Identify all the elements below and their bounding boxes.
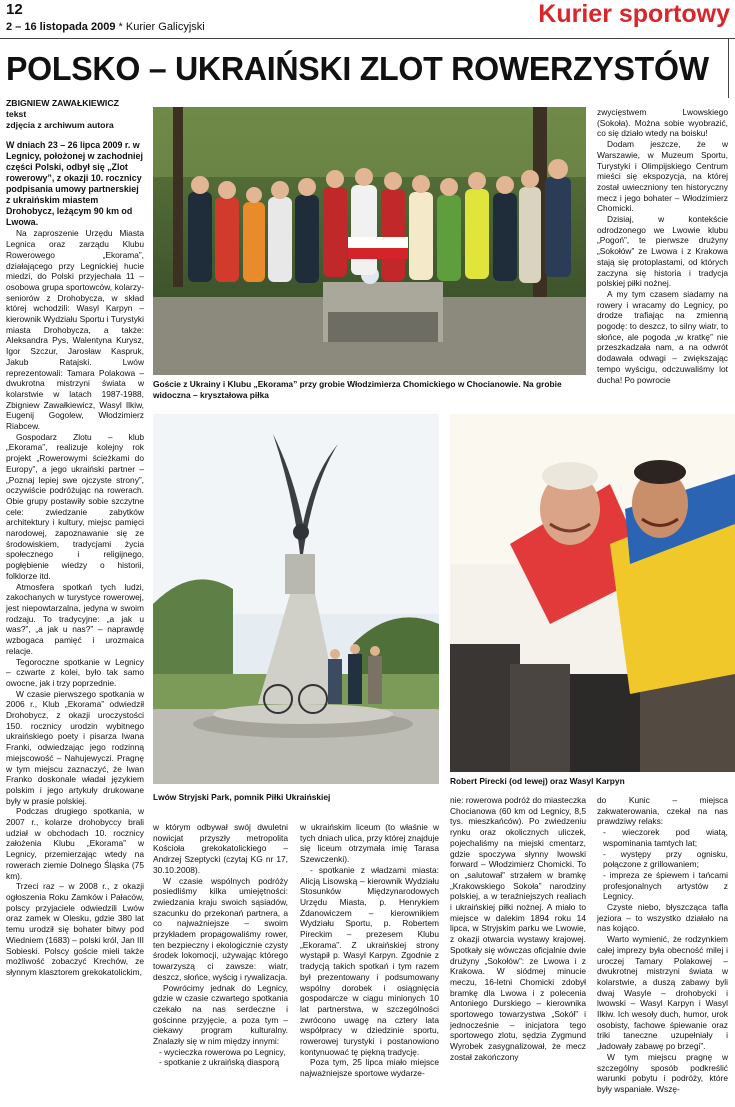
paragraph: Gospodarz Zlotu – klub „Ekorama”, realizuje kolejny rok projekt „Rowerowymi ścieżkami do Europy”, a jego ukraiński partner – „Poznaj lepiej swe ojczyste strony”, oczywiście podróżując na rowerach. Obie grupy postawiły sobie szczytne cele: zwiedzanie zabytków architektury i kultury, miejsc pamięci narodowej, zapoznawanie się ze środowiskiem, tradycjami życia społecznego i religijnego, pogłębienie wiedzy o historii, folklorze itd. <box>6 431 144 581</box>
list-item: - wieczorek pod wiatą, wspominania tamtych lat; <box>603 827 728 848</box>
paragraph: Na zaproszenie Urzędu Miasta Legnica oraz zarządu Klubu Rowerowego „Ekorama”, działającego przy Legnickiej hucie miedzi, do Polski przyjechała 11 – osobowa grupa sportowców, kolarzy-seniorów z Drohobycza, w skład której wchodzili: Wasyl Karpyn – kierownik Wydziału Sportu i Turystyki miasta Drohobycza, a także: Aleksandra Pys, Walentyna Kurysz, Igor Szczur, Jarosław Kaspruk, Jakub Ratajski. Lwów reprezentowali: Tamara Polakowa – dwukrotna mistrzyni świata w kolarstwie w latach 1987-1988, Zbigniew Zawałkiewicz, Wasyl Ilkiw, Eugenij Gogolew, Włodzimierz Riabcew. <box>6 228 144 432</box>
article-column-5-top <box>597 107 728 407</box>
paragraph: - spotkanie z władzami miasta: Alicją Lisowską – kierownik Wydziału Stosunków Międzynarodowych Urzędu Miasta, p. Henrykiem Żdanowiczem – kierownikiem Wydziału Sportu, p. Robertem Pireckim – prezesem Klubu „Ekorama”. Z ukraińskiej strony wystąpił p. Wasyl Karpyn. Zgodnie z tradycją takich spotkań i tym razem był prezentowany i podsumowany wspólny dorobek i osiągnięcia gospodarcze w ciągu minionych 10 lat partnerstwa, w szczególności zwrócono uwagę na cztery lata współpracy w dziedzinie sportu, rowerowej turystyki i postanowiono kontynuować tę piękną tradycję. <box>300 864 439 1057</box>
author-name: ZBIGNIEW ZAWAŁKIEWICZ <box>6 98 119 108</box>
article-column-3 <box>300 822 439 1105</box>
list-item: - wycieczka rowerowa po Legnicy, <box>159 1046 286 1057</box>
article-column-4 <box>450 795 586 1105</box>
issue-separator: * <box>118 21 123 33</box>
portrait-photo <box>450 414 735 772</box>
issue-date: 2 – 16 listopada 2009 <box>6 21 116 33</box>
monument-photo <box>153 414 439 784</box>
article-column-1 <box>6 98 144 1103</box>
article-headline: POLSKO – UKRAIŃSKI ZLOT ROWERZYSTÓW <box>6 51 709 88</box>
paragraph: w ukraińskim liceum (to właśnie w tych dniach ulica, przy której znajduje się liceum otrzymała imię Tarasa Szewczenki). <box>300 822 439 865</box>
section-title: Kurier sportowy <box>538 0 730 28</box>
publication-name: Kurier Galicyjski <box>125 21 205 33</box>
paragraph: do Kunic – miejsca zakwaterowania, czekał na nas prawdziwy relaks: <box>597 795 728 827</box>
paragraph: nie: rowerowa podróż do miasteczka Chocianowa (60 km od Legnicy, 8,5 tys. mieszkańców). Po zwiedzeniu rynku oraz okolicznych uliczek, pojechaliśmy na miejski cmentarz, gdzie spoczywa słynny lwowski forward – Włodzimierz Chomicki. To on „salutował” strzałem w bramkę „Krakowskiego Sokoła” narodziny polskiej, a w teraźniejszych realiach i ukraińskiej piłki nożnej. A miało to miejsce w dalekim 1894 roku 14 lipca, w Stryjskim parku we Lwowie, z okazji otwarcia wystawy krajowej. Spotkały się wówczas oficjalnie dwie drużyny „Sokołów”: ze Lwowa i z Krakowa. W siódmej minucie meczu, 16-letni Chomicki zdobył bramkę dla Lwowa i z polecenia Antoniego Durskiego – kierownika sportowego towarzystwa „Sokół” i jednocześnie – inicjatora tego sportowego zlotu, sędzia Zygmund Wyrobek zasygnalizował, że mecz został zakończony <box>450 795 586 1062</box>
monument-photo-caption: Lwów Stryjski Park, pomnik Piłki Ukraińskiej <box>153 792 331 802</box>
paragraph: W czasie pierwszego spotkania w 2006 r., Klub „Ekorama” odwiedził Drohobycz, z okazji uroczystości 150. rocznicy urodzin wybitnego ukraińskiego poety i pisarza Iwana Franki, odwiedzając jego rodzinną miejscowość – Nahujewyczi. Pragnę w tym miejscu zaznaczyć, że Iwan Franko doskonale władał językiem polskim i jego artykuły drukowane były w prasie polskiej. <box>6 688 144 806</box>
group-photo-caption: Goście z Ukrainy i Klubu „Ekorama” przy grobie Włodzimierza Chomickiego w Chocianowie. Na grobie widoczna – kryształowa piłka <box>153 379 562 400</box>
group-photo-image <box>153 107 586 375</box>
paragraph: Dodam jeszcze, że w Warszawie, w Muzeum Sportu, Turystyki i Olimpijskiego Centrum mieści się ekspozycja, na której został uwieczniony ten historyczny mecz i jego bohater – Włodzimierz Chomicki. <box>597 139 728 214</box>
list-item: - impreza ze śpiewem i tańcami profesjonalnych artystów z Legnicy. <box>603 869 728 902</box>
paragraph: w którym odbywał swój dwuletni nowicjat przyszły metropolita Kościoła grekokatolickiego – Andrzej Szeptycki (czytaj KG nr 17, 30.10.2008). <box>153 822 288 875</box>
header-divider <box>0 38 735 39</box>
paragraph: Tegoroczne spotkanie w Legnicy – czwarte z kolei, było tak samo owocne, jak i trzy poprzednie. <box>6 656 144 688</box>
paragraph: A my tym czasem siadamy na rowery i wracamy do Legnicy, po drodze trafiając na zmienną pogodę: to deszcz, to silny wiatr, to słońce, ale pogoda „w kratkę” nie przeszkadzała nam, a na odwrót dodawała odwagi – zwiększając tempo wyścigu, odczuwaliśmy lot ducha! Po powrocie <box>597 288 728 385</box>
photo-credit: zdjęcia z archiwum autora <box>6 119 114 130</box>
list-item: - występy przy ognisku, połączone z grillowaniem; <box>603 848 728 870</box>
paragraph: Czyste niebo, błyszcząca tafla jeziora – to wszystko działało na nas kojąco. <box>597 902 728 934</box>
article-column-2 <box>153 822 288 1105</box>
paragraph: Warto wymienić, że rodzynkiem całej imprezy była obecność milej i uroczej Tamary Polakowej – dwukrotnej mistrzyni świata w kolarstwie, a duszą zabawy byli dwaj Wasyle – drohobycki i lwowski – Wasyl Karpyn i Wasyl Ilkiw. Ich wesoły duch, humor, urok osobisty, fachowe śpiewanie oraz triki taneczne uzupełniały i „ładowały zabawę po brzegi”. <box>597 934 728 1052</box>
paragraph: Powrócimy jednak do Legnicy, gdzie w czasie czwartego spotkania czekało na nas serdeczne i gościnne przyjęcie, a poza tym – ciekawy program kulturalny. Znalazły się w nim między innymi: <box>153 982 288 1047</box>
paragraph: zwycięstwem Lwowskiego (Sokoła). Można sobie wyobrazić, co się działo wtedy na boisku! <box>597 107 728 139</box>
issue-line <box>6 21 205 33</box>
author-role: tekst <box>6 108 27 119</box>
paragraph: Trzeci raz – w 2008 r., z okazji ogłoszenia Roku Zamków i Pałaców, polscy przyjaciele odwiedzili Lwów oraz zamek w Olesku, gdzie 380 lat temu urodził się bohater bitwy pod Wiedniem (1683) – polski król, Jan III Sobieski. Polscy goście mieli także możliwość zobaczyć Krechów, ze słynnym klasztorem grekokatolickim, <box>6 881 144 977</box>
article-lead: W dniach 23 – 26 lipca 2009 r. w Legnicy, położonej w zachodniej części Polski, odbył się „Zlot rowerowy”, z okazji 10. rocznicy podpisania umowy partnerskiej z ukraińskim miastem Drohobycz, leżącym 90 km od Lwowa. <box>6 140 143 228</box>
paragraph: Atmosfera spotkań tych ludzi, zakochanych w turystyce rowerowej, jest niepowtarzalna, jedyna w swoim rodzaju. To tradycyjne: „a jak u was?”, „a jak u nas?” – naprawdę wzbogaca pamięć i urozmaica relacje. <box>6 581 144 656</box>
group-photo <box>153 107 586 375</box>
portrait-photo-caption: Robert Pirecki (od lewej) oraz Wasyl Karpyn <box>450 776 625 786</box>
paragraph: Podczas drugiego spotkania, w 2007 r., kolarze drohobyccy brali udział w obchodach 10. rocznicy założenia Klubu „Ekorama” w Legnicy, przemierzając wtedy na rowerach ziemie Dolnego Śląska (75 km). <box>6 806 144 881</box>
paragraph: Dzisiaj, w kontekście odrodzonego we Lwowie klubu „Pogoń”, te pierwsze drużyny „Sokołów” ze Lwowa i z Krakowa stają się protoplastami, od których zaczyna się historia i tradycja polskiej piłki nożnej. <box>597 214 728 289</box>
list-item: - spotkanie z ukraińską diasporą <box>159 1057 280 1068</box>
portrait-photo-image <box>450 414 735 772</box>
page-header <box>6 0 730 38</box>
paragraph: Poza tym, 25 lipca miało miejsce najważniejsze sportowe wydarze- <box>300 1057 439 1079</box>
page-number: 12 <box>6 1 23 18</box>
header-vertical-divider <box>728 38 729 98</box>
monument-photo-image <box>153 414 439 784</box>
paragraph: W tym miejscu pragnę w szczególny sposób podkreślić warunki pobytu i podróży, które były wspaniałe. Wszę- <box>597 1051 728 1094</box>
article-column-5-bottom <box>597 795 728 1105</box>
paragraph: W czasie wspólnych podróży posiedliśmy kilka umiejętności: zwiedzania kraju swoich sąsiadów, szacunku do przekonań partnera, a co najważniejsze – swoim przykładem propagowaliśmy rower, ten bezpieczny i ekologicznie czysty środek lokomocji, używając którego towarzyszą ci zawsze: wiatr, deszcz, słońce, wyścig i rywalizacja. <box>153 875 288 982</box>
